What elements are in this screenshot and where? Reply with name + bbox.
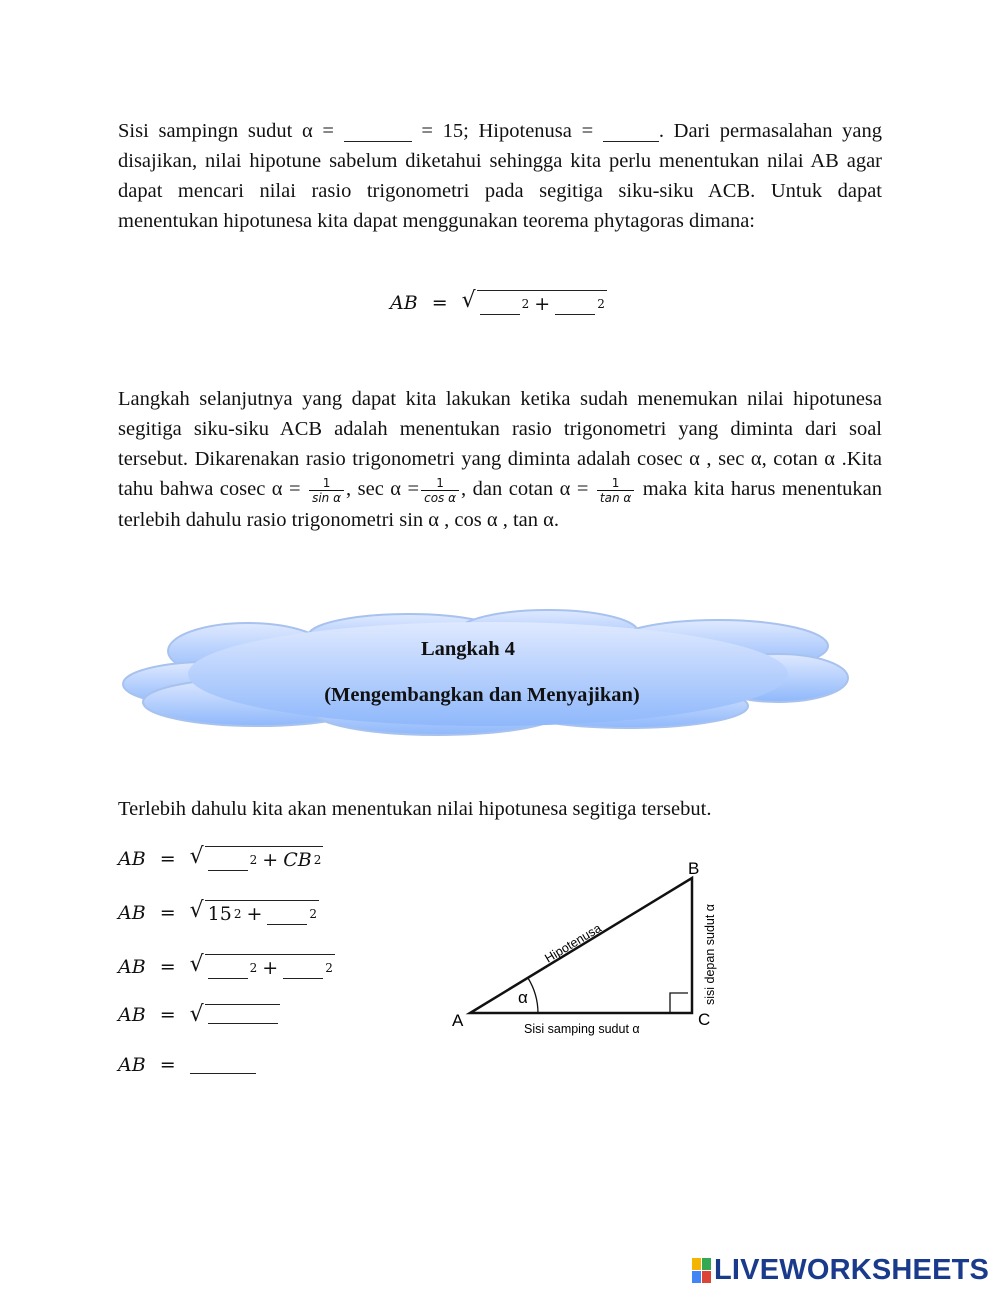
hypotenuse-blank[interactable] [603,123,659,142]
cloud-subtitle: (Mengembangkan dan Menyajikan) [324,684,640,706]
sec-fraction: $\frac{1}{\text{cos α}}$ [421,476,459,505]
cloud-shape [118,606,858,746]
step-4-equation: AB = √ [118,1004,280,1026]
step-2-blank[interactable] [267,908,307,925]
cotan-fraction: $\frac{1}{\text{tan α}}$ [597,476,634,505]
final-answer-blank[interactable] [190,1057,256,1074]
step-2-equation: AB = √ 15 $^2$ + $^2$ [118,898,318,925]
intro-paragraph: Sisi sampingn sudut α = = 15; Hipotenusa = . Dari permasalahan yang disajikan, nilai hipotune sabelum diketahui sehingga kita perlu menentukan nilai AB agar dapat mencari nilai rasio trigonometri pada segitiga siku-siku ACB. Untuk dapat menentukan hipotunesa kita dapat menggunakan teorema phytagoras dimana: [118,120,882,232]
pythagoras-formula: AB = √ $^2$ + $^2$ [390,288,605,315]
angle-arc [528,978,538,1013]
right-triangle-diagram [440,850,780,1050]
adjacent-side-label: Sisi samping sudut α [524,1022,640,1036]
step-1-equation: AB = √ $^2$ + CB $^2$ [118,844,322,871]
cosec-fraction: $\frac{1}{\text{sin α}}$ [309,476,344,505]
step-1-blank[interactable] [208,854,248,871]
adjacent-side-blank[interactable] [344,123,412,142]
step-4-blank[interactable] [208,1007,278,1024]
vertex-a: A [452,1011,464,1030]
formula-blank-1[interactable] [480,298,520,315]
right-angle-marker [670,993,688,1013]
cloud-title: Langkah 4 [420,638,515,660]
hypotenuse-label: Hipotenusa [542,920,604,966]
step-3-equation: AB = √ $^2$ + $^2$ [118,952,333,979]
ratio-paragraph: Langkah selanjutnya yang dapat kita lakukan ketika sudah menemukan nilai hipotunesa segitiga siku-siku ACB adalah menentukan rasio trigonometri yang diminta dari soal tersebut. Dikarenakan rasio trigonometri yang diminta adalah cosec α , sec α, cotan α .Kita tahu bahwa cosec α = $\frac{1}{\text{sin α}}$ , sec α = $\frac{1}{\text{cos α}}$ , dan cotan α = $\frac{1}{\text{tan α}}$ maka kita harus menentukan terlebih dahulu rasio trigonometri sin α , cos α , tan α. [118,388,883,531]
step-3-blank-2[interactable] [283,962,323,979]
step-cloud-banner [118,606,858,746]
liveworksheets-logo: LIVEWORKSHEETS [692,1254,989,1287]
vertex-c: C [698,1010,711,1029]
step-5-equation: AB = [118,1054,256,1076]
angle-alpha-label: α [518,988,528,1007]
formula-blank-2[interactable] [555,298,595,315]
hypotenuse-intro: Terlebih dahulu kita akan menentukan nilai hipotunesa segitiga tersebut. [118,798,712,820]
opposite-side-label: sisi depan sudut α [703,903,717,1005]
vertex-b: B [688,859,700,878]
step-3-blank-1[interactable] [208,962,248,979]
square-root: √ $^2$ + $^2$ [461,288,605,315]
logo-mark-icon [692,1258,711,1283]
